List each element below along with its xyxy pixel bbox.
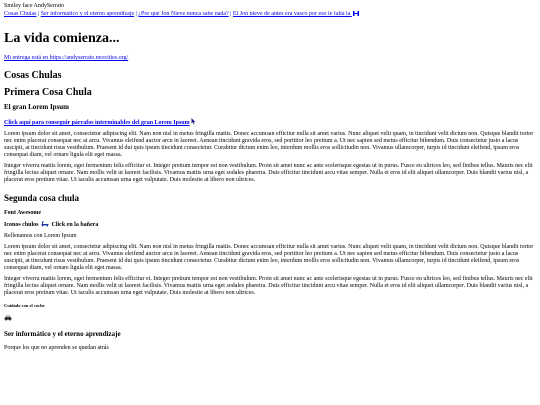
lorem-paragraph-3: Lorem ipsum dolor sit amet, consectetur adipiscing elit. Nam non nisl in metus fringilla mattis. Donec accumsan efficitur nulla sit amet varius. Nunc aliquet velit quam, in tincidunt velit dictum non. Quisque blandit tortor nec enim placerat consequat nec at arcu. Vivamus eleifend auctor arcu in laoreet. Aenean tincidunt gravida eros, sed porttitor leo pretium a. Ut nec sapien sed metus efficitur bibendum. Duis consectetur justo a lacus suscipit, at tincidunt risus vestibulum. Praesent id dui quis ipsum tincidunt consectetur. Curabitur dictum enim leo, interdum mollis eros sollicitudin non. Vivamus ullamcorper, turpis id tincidunt eleifend, ipsum eros consequat diam, vel ornare ligula elit eget massa. xyxy=(4,244,534,271)
car-heading: Cuidado con el coche xyxy=(4,303,45,308)
mouse-pointer-icon xyxy=(191,118,196,125)
top-nav xyxy=(4,11,536,18)
site-name: AndySerrato xyxy=(33,3,65,9)
section-cosas-chulas-title: Cosas Chulas xyxy=(4,70,62,81)
section-ser-informatico-intro: Porque los que no aprenden se quedan atrás xyxy=(4,345,109,351)
page-title: La vida comienza... xyxy=(4,31,120,46)
lorem-ipsum-link[interactable]: Click aquí para conseguir párrafos interminables del gran Lorem Ipsum xyxy=(4,120,190,126)
lorem-paragraph-4: Integer viverra mattis lorem, eget fermentum felis efficitur et. Integer pretium tempor est non vestibulum. Proin sit amet nunc ac ante scelerisque egestas ut in purus. Fusce eu ultrices leo, sed finibus tellus. Mauris nec elit fringilla lectus aliquet ornare. Nam mollis velit ut laoreet facilisis. Vivamus mattis urna eget sodales pharetra. Duis efficitur tincidunt arcu vitae semper. Nulla et eros id elit aliquet ullamcorper. Duis blandit varius nisl, a placerat eros pretium vitae. Ut iaculis accumsan urna eget vulputate. Duis molestie at libero non ultrices. xyxy=(4,276,533,296)
logo-image xyxy=(4,3,33,10)
lorem-link-heading xyxy=(4,118,536,127)
nav-separator: | xyxy=(38,11,40,17)
nav-link-jon-nieve[interactable]: ¿Por qué Jon Nieve nunca sabe nada? xyxy=(138,11,229,17)
filled-text: Rellenamos con Lorem Ipsum xyxy=(4,233,77,239)
nav-link-ser-informatico[interactable]: Ser informático y el eterno aprendizaje xyxy=(40,11,135,17)
nav-link-cosas-chulas[interactable]: Cosas Chulas xyxy=(4,11,37,17)
hosted-paragraph xyxy=(4,55,536,62)
font-awesome-heading: Font Awesome xyxy=(4,210,42,216)
hamburger-icon xyxy=(353,11,359,16)
car-icon xyxy=(4,315,12,321)
lorem-paragraph-2: Integer viverra mattis lorem, eget fermentum felis efficitur et. Integer pretium tempor est non vestibulum. Proin sit amet nunc ac ante scelerisque egestas ut in purus. Fusce eu ultrices leo, sed finibus tellus. Mauris nec elit fringilla lectus aliquet ornare. Nam mollis velit ut laoreet facilisis. Vivamus mattis urna eget sodales pharetra. Duis efficitur tincidunt arcu vitae semper. Nulla et eros id elit aliquet ullamcorper. Duis blandit varius nisl, a placerat eros pretium vitae. Ut iaculis accumsan urna eget vulputate. Duis molestie at libero non ultrices. xyxy=(4,163,533,183)
nav-separator: | xyxy=(230,11,232,17)
hosted-link[interactable]: Mi entrega está en https://andyserrato.neocities.org/ xyxy=(4,55,129,61)
nav-link-jon-nieve-vasco[interactable] xyxy=(233,11,359,17)
subsection-primera-title: Primera Cosa Chula xyxy=(4,87,92,98)
subsection-segunda-title: Segunda cosa chula xyxy=(4,193,80,203)
icons-line xyxy=(4,221,536,229)
lorem-heading: El gran Lorem Ipsum xyxy=(4,103,70,111)
section-ser-informatico-title: Ser informático y el eterno aprendizaje xyxy=(4,330,121,338)
car-icon-container xyxy=(4,315,536,324)
logo-alt-text: Smiley face xyxy=(4,3,33,9)
site-brand xyxy=(4,3,536,10)
nav-separator: | xyxy=(135,11,137,17)
nav-link-jon-nieve-vasco-label: El Jon nieve de antes era vasco por eso le falta la xyxy=(232,11,351,17)
icons-text-after: Click en la bañera xyxy=(51,222,99,228)
icons-text-before: Iconos chulos xyxy=(4,222,39,228)
lorem-paragraph-1: Lorem ipsum dolor sit amet, consectetur adipiscing elit. Nam non nisl in metus fringilla mattis. Donec accumsan efficitur nulla sit amet varius. Nunc aliquet velit quam, in tincidunt velit dictum non. Quisque blandit tortor nec enim placerat consequat nec at arcu. Vivamus eleifend auctor arcu in laoreet. Aenean tincidunt gravida eros, sed porttitor leo pretium a. Ut nec sapien sed metus efficitur bibendum. Duis consectetur justo a lacus suscipit, at tincidunt risus vestibulum. Praesent id dui quis ipsum tincidunt consectetur. Curabitur dictum enim leo, interdum mollis eros sollicitudin non. Vivamus ullamcorper, turpis id tincidunt eleifend, ipsum eros consequat diam, vel ornare ligula elit eget massa. xyxy=(4,131,534,158)
bath-icon[interactable] xyxy=(41,221,49,227)
